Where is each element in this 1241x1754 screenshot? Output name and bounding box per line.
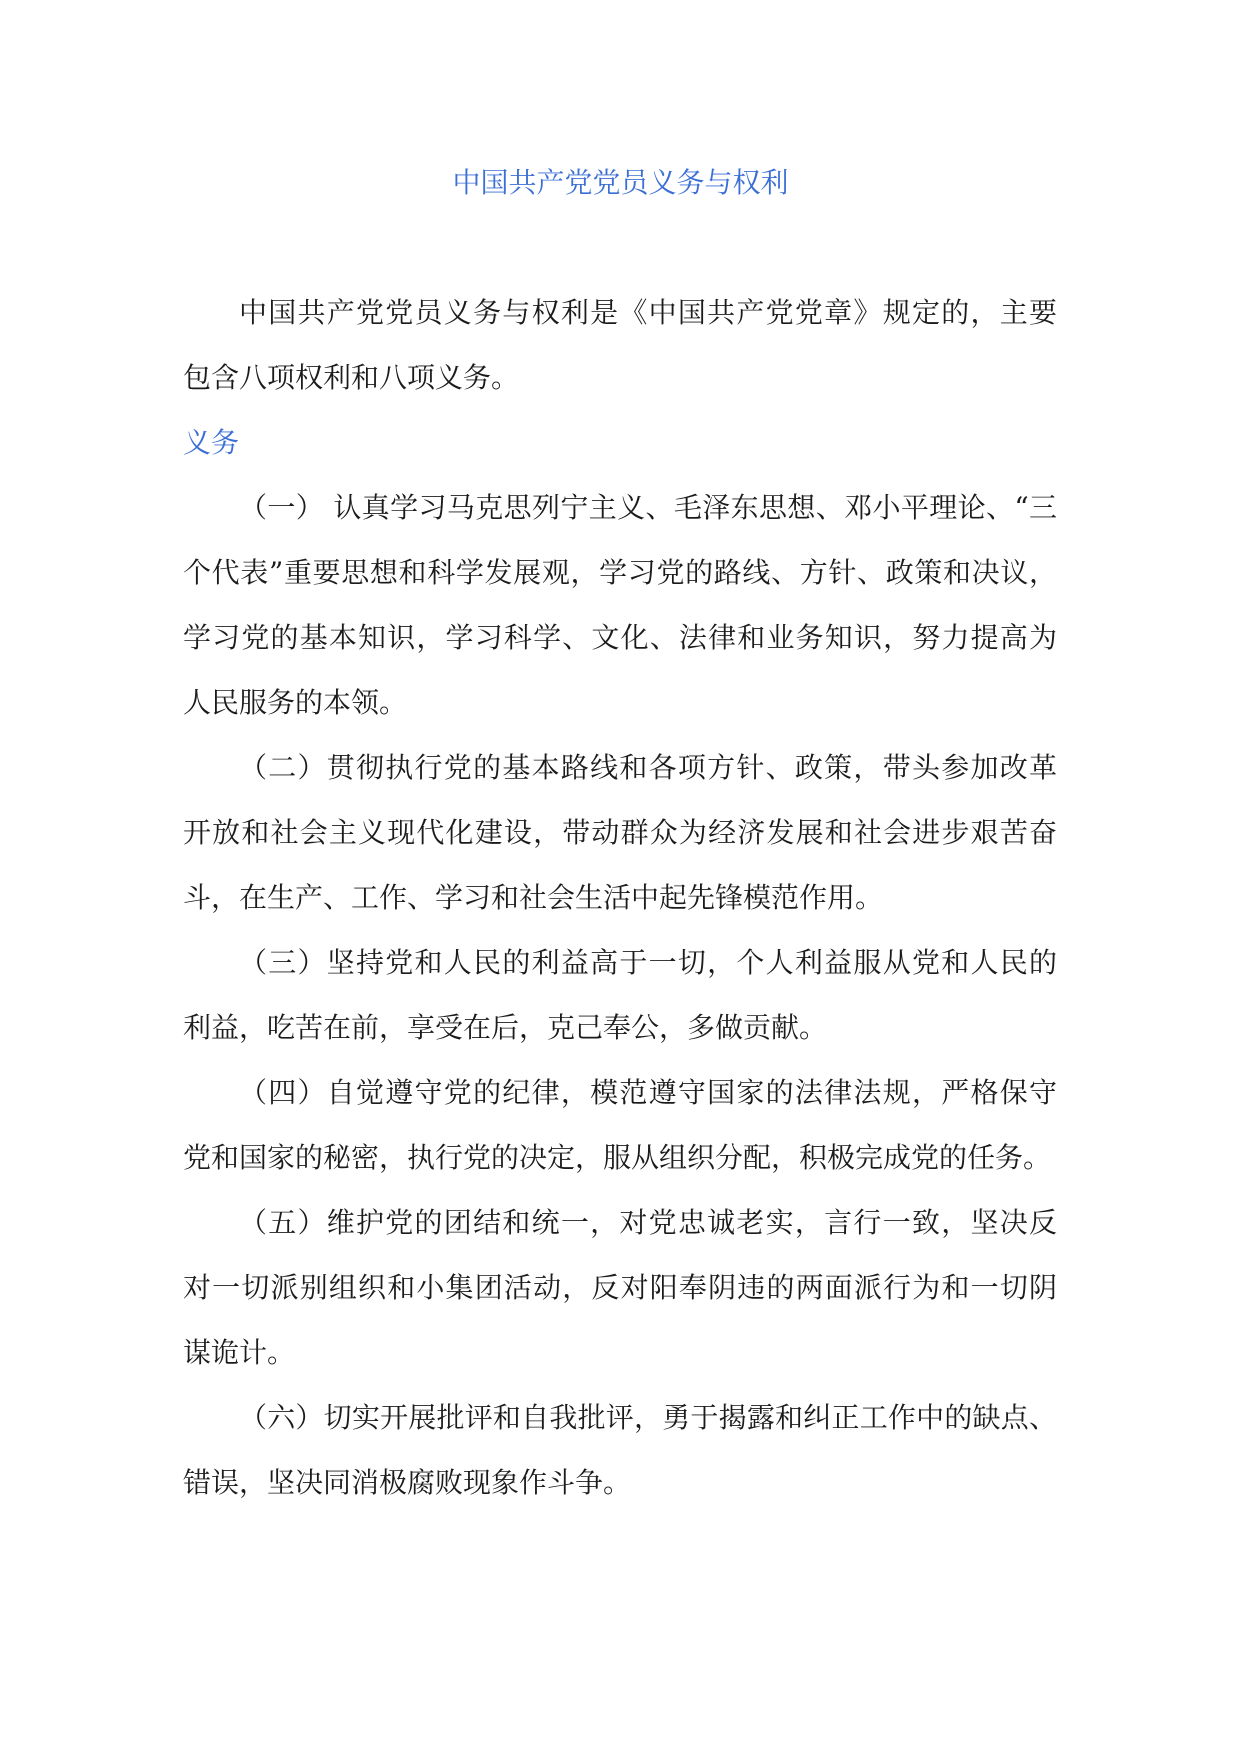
document-title: 中国共产党党员义务与权利	[452, 166, 789, 199]
paragraph-line: 谋诡计。	[183, 1336, 296, 1369]
paragraph-line: （一） 认真学习马克思列宁主义、毛泽东思想、邓小平理论、“三	[239, 491, 1057, 524]
paragraph-line: 对一切派别组织和小集团活动，反对阳奉阴违的两面派行为和一切阴	[183, 1271, 1057, 1304]
paragraph-line: 中国共产党党员义务与权利是《中国共产党党章》规定的，主要	[239, 296, 1057, 329]
paragraph-line: 人民服务的本领。	[183, 686, 408, 719]
paragraph-line: 学习党的基本知识，学习科学、文化、法律和业务知识，努力提高为	[183, 621, 1057, 654]
paragraph-line: （三）坚持党和人民的利益高于一切，个人利益服从党和人民的	[239, 946, 1057, 979]
duty-item-6	[183, 1385, 1057, 1515]
duty-item-2	[183, 735, 1057, 930]
duty-item-3	[183, 930, 1057, 1060]
paragraph-line: 包含八项权利和八项义务。	[183, 361, 520, 394]
paragraph-line: （六）切实开展批评和自我批评，勇于揭露和纠正工作中的缺点、	[239, 1401, 1057, 1434]
paragraph-line: 错误，坚决同消极腐败现象作斗争。	[183, 1466, 632, 1499]
paragraph-line: 利益，吃苦在前，享受在后，克己奉公，多做贡献。	[183, 1011, 828, 1044]
duty-item-5	[183, 1190, 1057, 1385]
paragraph-line: 党和国家的秘密，执行党的决定，服从组织分配，积极完成党的任务。	[183, 1141, 1052, 1174]
paragraph-line: 斗，在生产、工作、学习和社会生活中起先锋模范作用。	[183, 881, 884, 914]
duty-item-4	[183, 1060, 1057, 1190]
paragraph-line: （五）维护党的团结和统一，对党忠诚老实，言行一致，坚决反	[239, 1206, 1057, 1239]
intro-paragraph	[183, 280, 1057, 410]
document-body	[183, 280, 1057, 1515]
section-heading-duties: 义务	[183, 426, 240, 459]
paragraph-line: 开放和社会主义现代化建设，带动群众为经济发展和社会进步艰苦奋	[183, 816, 1057, 849]
paragraph-line: （四）自觉遵守党的纪律，模范遵守国家的法律法规，严格保守	[239, 1076, 1057, 1109]
paragraph-line: 个代表”重要思想和科学发展观，学习党的路线、方针、政策和决议，	[183, 556, 1057, 589]
duty-item-1	[183, 475, 1057, 735]
paragraph-line: （二）贯彻执行党的基本路线和各项方针、政策，带头参加改革	[239, 751, 1057, 784]
